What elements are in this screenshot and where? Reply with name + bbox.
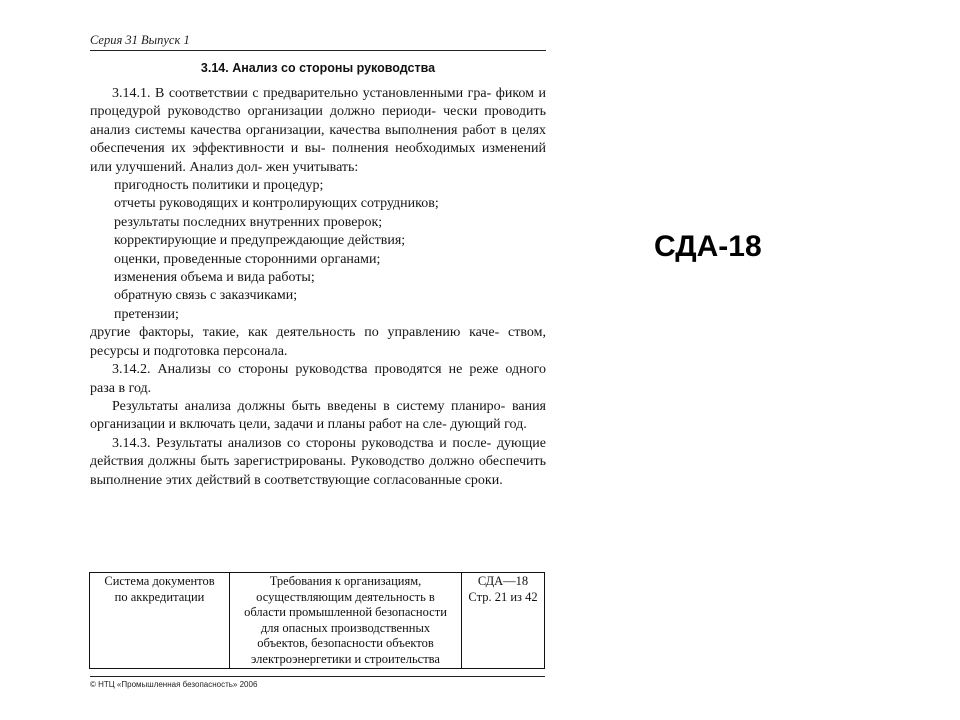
text-line: ством, ресурсы и подготовка персонала. (90, 325, 546, 359)
document-code-label: СДА-18 (654, 230, 762, 263)
text-line: 3.14.2. Анализы со стороны руководства проводятся не реже (112, 362, 499, 378)
cell-line: для опасных производственных (260, 620, 431, 635)
text-line: выполнения работ в целях обеспечения их эффективности и вы- (90, 122, 547, 157)
list-item: отчеты руководящих и контролирующих сотрудников; (114, 196, 439, 212)
cell-line: по аккредитации (114, 589, 205, 604)
cell-line: Система документов (104, 574, 215, 588)
paragraph-results (90, 398, 546, 435)
footer-rule (90, 676, 545, 677)
text-line: одного раза в год. (90, 362, 546, 396)
text-line: другие факторы, такие, как деятельность по управлению каче- (90, 325, 500, 341)
text-line: 3.14.3. Результаты анализов со стороны руководства и после- (112, 435, 492, 451)
list-item: претензии; (114, 306, 179, 322)
list-item: результаты последних внутренних проверок; (114, 214, 383, 230)
text-line: дующие действия должны быть зарегистрированы. Руководство (90, 435, 546, 470)
paragraph-3-14-2 (90, 361, 546, 398)
paragraph-other-factors (90, 324, 546, 361)
page-header (90, 32, 546, 51)
copyright-text: © НТЦ «Промышленная безопасность» 2006 (90, 680, 258, 689)
list-item: корректирующие и предупреждающие действия; (114, 233, 406, 249)
text-line: согласованные сроки. (373, 472, 503, 488)
text-line: 3.14.1. В соответствии с предварительно установленными гра- (112, 86, 492, 101)
text-line: полнения необходимых изменений или улучшений. Анализ дол- (90, 141, 547, 175)
section-title: 3.14. Анализ со стороны руководства (200, 61, 436, 75)
text-line: должно обеспечить выполнение этих действий в соответствующие (90, 454, 546, 488)
paragraph-3-14-3 (90, 435, 546, 490)
cell-line: Требования к организациям, (269, 574, 422, 588)
text-line: дующий год. (450, 417, 527, 433)
list-item: обратную связь с заказчиками; (114, 288, 298, 304)
text-line: чески проводить анализ системы качества организации, качества (90, 104, 546, 138)
text-line: фиком и процедурой руководство организации должно периоди- (90, 86, 546, 120)
document-footer-table (89, 572, 545, 669)
page-info-cell (462, 573, 545, 669)
text-line: жен учитывать: (265, 159, 359, 175)
series-label: Серия 31 Выпуск 1 (90, 33, 190, 47)
accreditation-system-cell (90, 573, 230, 669)
cell-line: СДА—18 (477, 574, 529, 588)
cell-line: электроэнергетики и строительства (251, 651, 440, 666)
cell-line: объектов, безопасности объектов (257, 636, 434, 650)
paragraph-3-14-1 (90, 85, 546, 177)
text-line: вания организации и включать цели, задачи и планы работ на сле- (90, 398, 547, 433)
cell-line: Стр. 21 из 42 (468, 589, 538, 604)
cell-line: осуществляющим деятельность в (256, 589, 435, 604)
body-text (90, 85, 546, 490)
text-line: Результаты анализа должны быть введены в систему планиро- (112, 398, 506, 414)
list-item: изменения объема и вида работы; (114, 270, 315, 286)
table-row (90, 573, 545, 669)
requirements-cell (230, 573, 462, 669)
cell-line: области промышленной безопасности (244, 605, 447, 619)
list-item: пригодность политики и процедур; (114, 178, 324, 194)
list-item: оценки, проведенные сторонними органами; (114, 251, 381, 267)
